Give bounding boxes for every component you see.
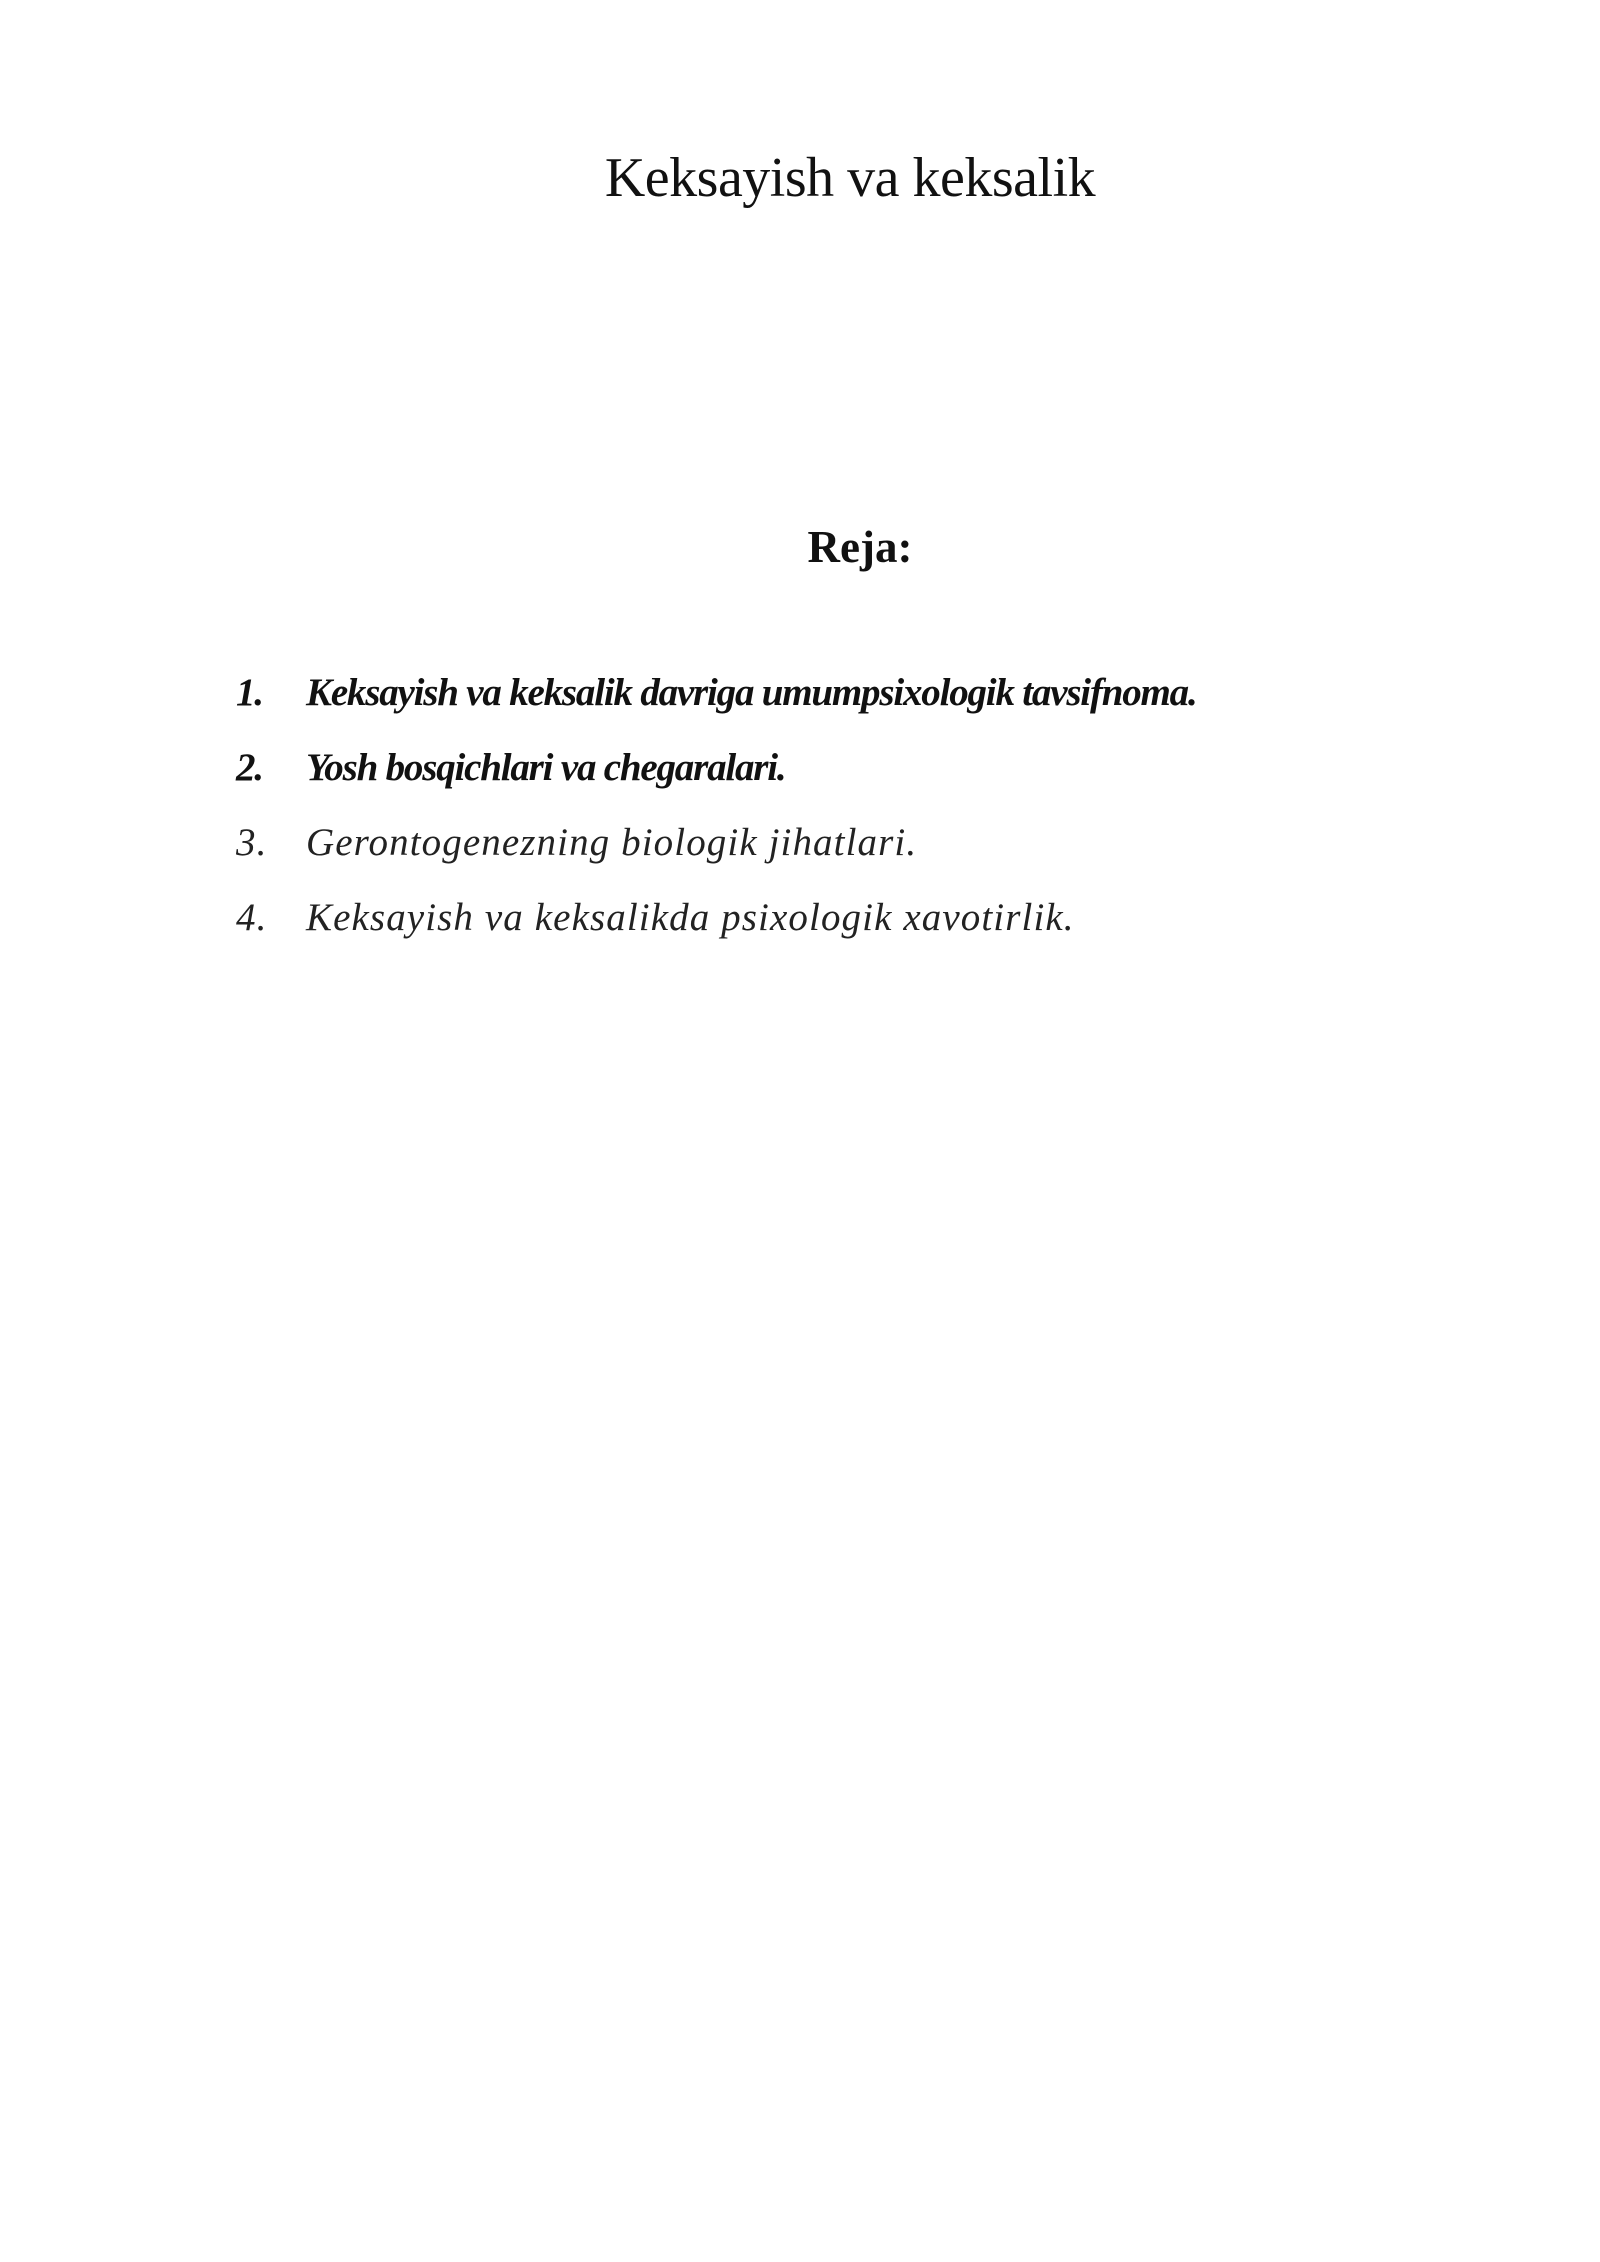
plan-item-number: 4. (236, 896, 268, 939)
plan-item-text: Keksayish va keksalik davriga umumpsixologik tavsifnoma. (306, 671, 1197, 714)
plan-item-2 (236, 730, 1197, 805)
document-title: Keksayish va keksalik (604, 147, 1096, 209)
plan-item-3 (236, 805, 1197, 880)
plan-list (236, 655, 1197, 955)
plan-item-number: 3. (236, 821, 268, 864)
plan-heading: Reja: (807, 522, 913, 572)
plan-item-text: Yosh bosqichlari va chegaralari. (306, 746, 786, 789)
plan-item-number: 2. (236, 746, 263, 789)
plan-item-1 (236, 655, 1197, 730)
plan-item-text: Keksayish va keksalikda psixologik xavotirlik. (306, 896, 1075, 939)
plan-item-text: Gerontogenezning biologik jihatlari. (306, 821, 918, 864)
plan-item-4 (236, 880, 1197, 955)
plan-item-number: 1. (236, 671, 263, 714)
